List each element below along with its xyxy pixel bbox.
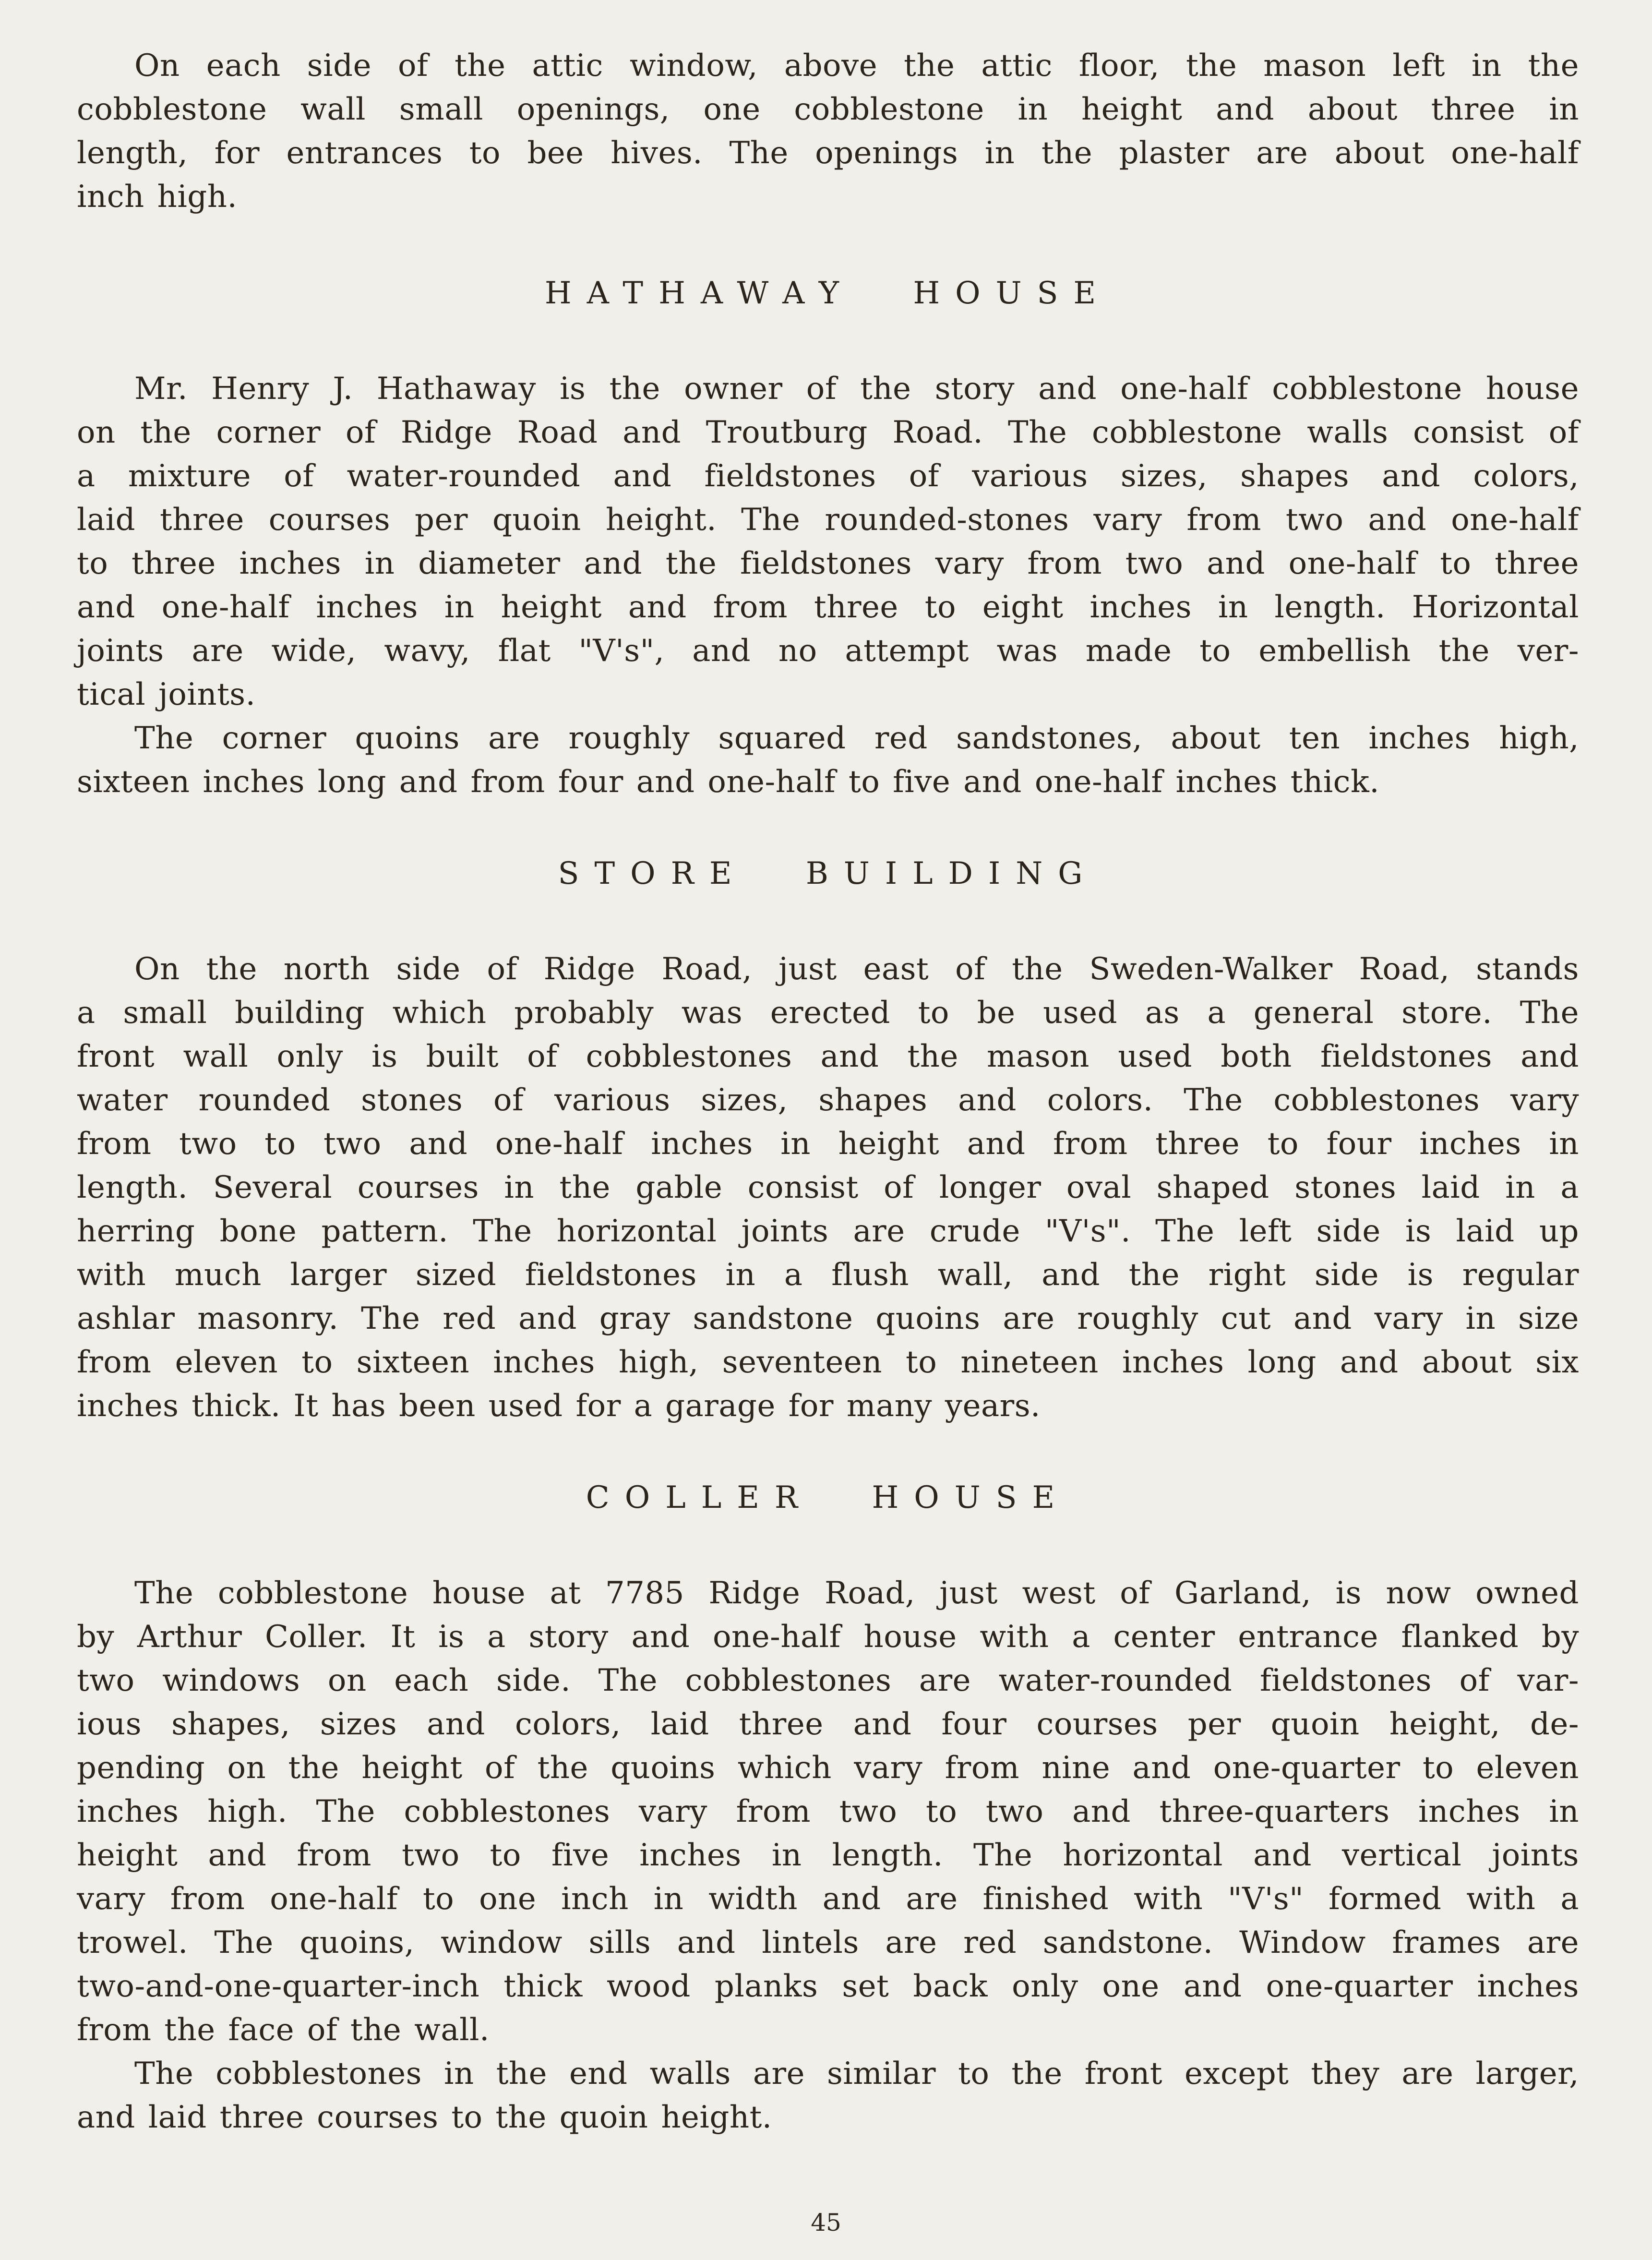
text-line: On each side of the attic window, above the attic floor, the mason left in the <box>134 48 1579 84</box>
text-line: The corner quoins are roughly squared red sandstones, about ten inches high, <box>134 721 1579 756</box>
text-line: vary from one-half to one inch in width and are finished with "V's" formed with a <box>77 1881 1579 1917</box>
text-line: sixteen inches long and from four and one-half to five and one-half inches thick. <box>77 764 1380 800</box>
text-line: water rounded stones of various sizes, shapes and colors. The cobblestones vary <box>77 1082 1579 1118</box>
text-line: cobblestone wall small openings, one cobblestone in height and about three in <box>77 92 1579 127</box>
text-line: joints are wide, wavy, flat "V's", and no attempt was made to embellish the ver- <box>77 633 1579 669</box>
page-number: 45 <box>811 2209 841 2236</box>
text-line: The cobblestone house at 7785 Ridge Road, just west of Garland, is now owned <box>134 1575 1579 1611</box>
section-heading-store-building: STORE BUILDING <box>558 856 1098 891</box>
text-line: a small building which probably was erected to be used as a general store. The <box>77 995 1579 1031</box>
text-line: with much larger sized fieldstones in a flush wall, and the right side is regular <box>77 1257 1579 1293</box>
text-line: inch high. <box>77 179 238 215</box>
text-line: Mr. Henry J. Hathaway is the owner of the story and one-half cobblestone house <box>134 371 1579 407</box>
text-line: height and from two to five inches in length. The horizontal and vertical joints <box>77 1838 1579 1873</box>
paragraph <box>77 2052 1579 2140</box>
text-line: to three inches in diameter and the fieldstones vary from two and one-half to three <box>77 546 1579 581</box>
text-line: laid three courses per quoin height. The rounded-stones vary from two and one-half <box>77 502 1579 538</box>
paragraph <box>77 948 1579 1428</box>
text-line: ashlar masonry. The red and gray sandstone quoins are roughly cut and vary in size <box>77 1301 1579 1336</box>
text-line: by Arthur Coller. It is a story and one-half house with a center entrance flanked by <box>77 1619 1579 1655</box>
text-line: ious shapes, sizes and colors, laid three and four courses per quoin height, de- <box>77 1707 1579 1742</box>
text-line: two windows on each side. The cobblestones are water-rounded fieldstones of var- <box>77 1663 1579 1698</box>
text-line: on the corner of Ridge Road and Troutburg Road. The cobblestone walls consist of <box>77 415 1579 450</box>
text-line: front wall only is built of cobblestones and the mason used both fieldstones and <box>77 1039 1579 1074</box>
text-line: a mixture of water-rounded and fieldstones of various sizes, shapes and colors, <box>77 458 1579 494</box>
paragraph <box>77 717 1579 804</box>
text-line: On the north side of Ridge Road, just east of the Sweden-Walker Road, stands <box>134 951 1579 987</box>
text-line: pending on the height of the quoins which vary from nine and one-quarter to eleven <box>77 1750 1579 1786</box>
text-line: herring bone pattern. The horizontal joints are crude "V's". The left side is laid up <box>77 1214 1579 1249</box>
text-line: inches high. The cobblestones vary from two to two and three-quarters inches in <box>77 1794 1579 1829</box>
document-page <box>77 44 1579 2140</box>
text-line: The cobblestones in the end walls are similar to the front except they are larger, <box>134 2056 1579 2092</box>
text-line: two-and-one-quarter-inch thick wood planks set back only one and one-quarter inches <box>77 1969 1579 2004</box>
text-line: length. Several courses in the gable consist of longer oval shaped stones laid in a <box>77 1170 1579 1205</box>
text-line: from two to two and one-half inches in height and from three to four inches in <box>77 1126 1579 1162</box>
paragraph <box>77 1572 1579 2052</box>
paragraph <box>77 367 1579 717</box>
text-line: from the face of the wall. <box>77 2012 490 2048</box>
section-heading-coller-house: COLLER HOUSE <box>586 1480 1070 1515</box>
text-line: from eleven to sixteen inches high, seventeen to nineteen inches long and about six <box>77 1345 1579 1380</box>
text-line: and one-half inches in height and from three to eight inches in length. Horizontal <box>77 589 1579 625</box>
intro-paragraph <box>77 44 1579 219</box>
text-line: length, for entrances to bee hives. The openings in the plaster are about one-half <box>77 135 1579 171</box>
text-line: tical joints. <box>77 677 256 712</box>
text-line: and laid three courses to the quoin height. <box>77 2100 772 2135</box>
text-line: inches thick. It has been used for a garage for many years. <box>77 1388 1041 1424</box>
text-line: trowel. The quoins, window sills and lintels are red sandstone. Window frames are <box>77 1925 1579 1960</box>
section-heading-hathaway-house: HATHAWAY HOUSE <box>544 276 1112 311</box>
